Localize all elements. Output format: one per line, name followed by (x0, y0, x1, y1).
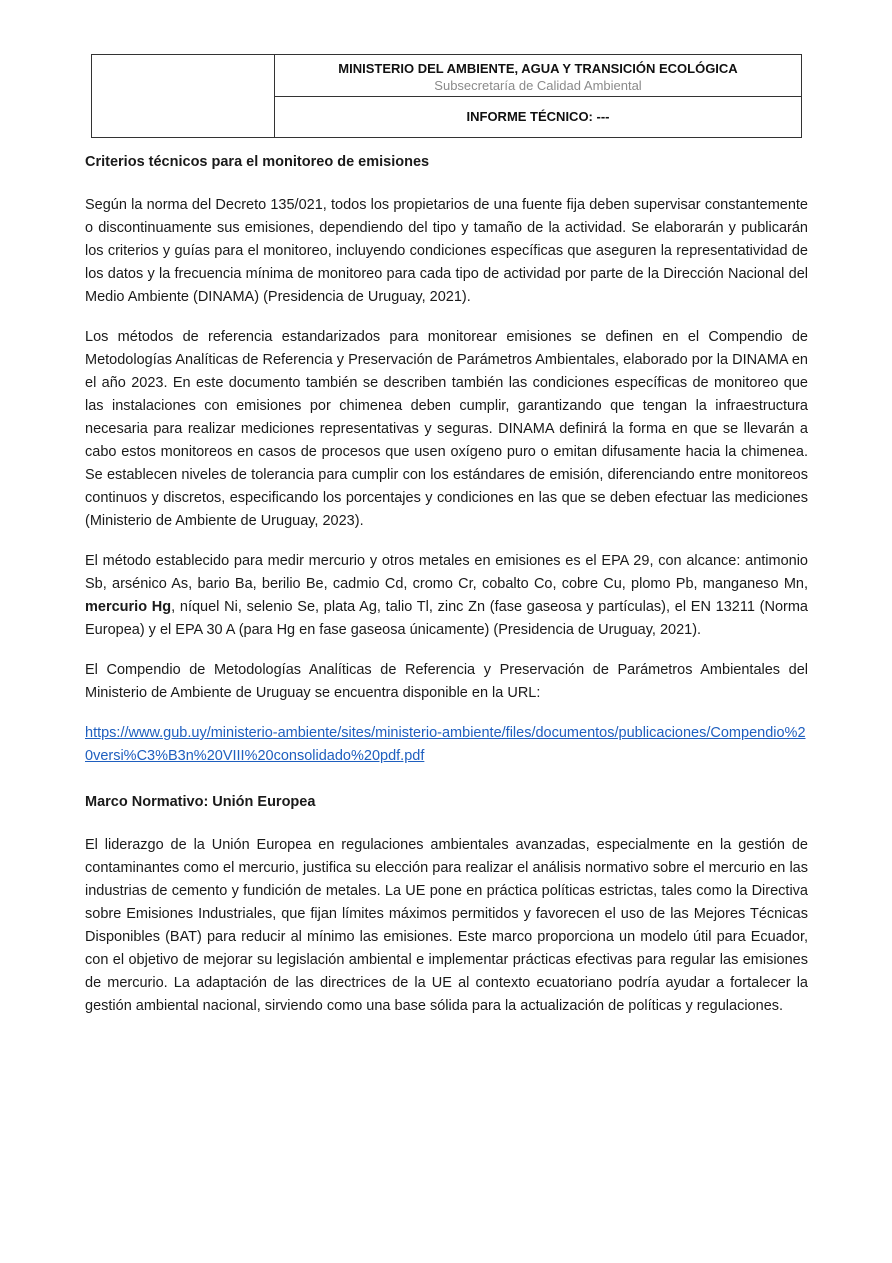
section-heading-criterios: Criterios técnicos para el monitoreo de emisiones (85, 154, 430, 170)
section-heading-marco-normativo: Marco Normativo: Unión Europea (85, 794, 316, 810)
paragraph-metodos: Los métodos de referencia estandarizados para monitorear emisiones se definen en el Compendio de Metodologías Analíticas de Referencia y Preservación de Parámetros Ambientales, elaborado por la DINAMA en el año 2023. En este documento también se describen también las condiciones específicas de monitoreo que las instalaciones con emisiones por chimenea deben cumplir, garantizando que tengan la infraestructura necesaria para realizar mediciones representativas y seguras. DINAMA definirá la forma en que se llevarán a cabo estos monitoreos en casos de procesos que usen oxígeno puro o emitan difusamente hacia la chimenea. Se establecen niveles de tolerancia para cumplir con los estándares de emisión, diferenciando entre monitoreos continuos y discretos, especificando los porcentajes y condiciones en las que se deben efectuar las mediciones (Ministerio de Ambiente de Uruguay, 2023). (85, 329, 808, 529)
logo-cell (92, 55, 275, 137)
ministry-title: MINISTERIO DEL AMBIENTE, AGUA Y TRANSICIÓN ECOLÓGICA (338, 61, 738, 76)
header-table (91, 54, 802, 138)
paragraph-decreto: Según la norma del Decreto 135/021, todos los propietarios de una fuente fija deben supervisar constantemente o discontinuamente sus emisiones, dependiendo del tipo y tamaño de la actividad. Se elaborarán y publicarán los criterios y guías para el monitoreo, incluyendo condiciones específicas que aseguren la representatividad de los datos y la frecuencia mínima de monitoreo para cada tipo de actividad por parte de la Dirección Nacional del Medio Ambiente (DINAMA) (Presidencia de Uruguay, 2021). (85, 197, 808, 305)
paragraph-union-europea: El liderazgo de la Unión Europea en regulaciones ambientales avanzadas, especialmente en la gestión de contaminantes como el mercurio, justifica su elección para realizar el análisis normativo sobre el mercurio en las industrias de cemento y fundición de metales. La UE pone en práctica políticas estrictas, tales como la Directiva sobre Emisiones Industriales, que fijan límites máximos permitidos y favorecen el uso de las Mejores Técnicas Disponibles (BAT) para reducir al mínimo las emisiones. Este marco proporciona un modelo útil para Ecuador, con el objetivo de mejorar su legislación ambiental e implementar prácticas efectivas para regular las emisiones de mercurio. La adaptación de las directrices de la UE al contexto ecuatoriano podría ayudar a fortalecer la gestión ambiental nacional, sirviendo como una base sólida para la actualización de políticas y regulaciones. (85, 837, 808, 1014)
paragraph-compendio: El Compendio de Metodologías Analíticas de Referencia y Preservación de Parámetros Ambientales del Ministerio de Ambiente de Uruguay se encuentra disponible en la URL: (85, 662, 808, 701)
header-top (275, 55, 801, 97)
informe-title: INFORME TÉCNICO: --- (466, 109, 610, 124)
paragraph-epa29-start: El método establecido para medir mercurio y otros metales en emisiones es el EPA 29, con alcance: antimonio Sb, arsénico As, bario Ba, berilio Be, cadmio Cd, cromo Cr, cobalto Co, cobre Cu, plomo Pb, manganeso Mn, (85, 553, 808, 592)
header-right (275, 55, 801, 137)
subsecretaria-title: Subsecretaría de Calidad Ambiental (434, 78, 642, 93)
paragraph-epa29 (85, 550, 808, 642)
paragraph-epa29-end: , níquel Ni, selenio Se, plata Ag, talio Tl, zinc Zn (fase gaseosa y partículas), el EN 13211 (Norma Europea) y el EPA 30 A (para Hg en fase gaseosa únicamente) (Presidencia de Uruguay, 2021). (85, 599, 808, 638)
mercurio-hg-bold: mercurio Hg (85, 599, 172, 615)
document-content (85, 152, 808, 1035)
compendio-url-link[interactable]: https://www.gub.uy/ministerio-ambiente/sites/ministerio-ambiente/files/documentos/publicaciones/Compendio%20versi%C3%B3n%20VIII%20consolidado%20pdf.pdf (85, 725, 806, 764)
